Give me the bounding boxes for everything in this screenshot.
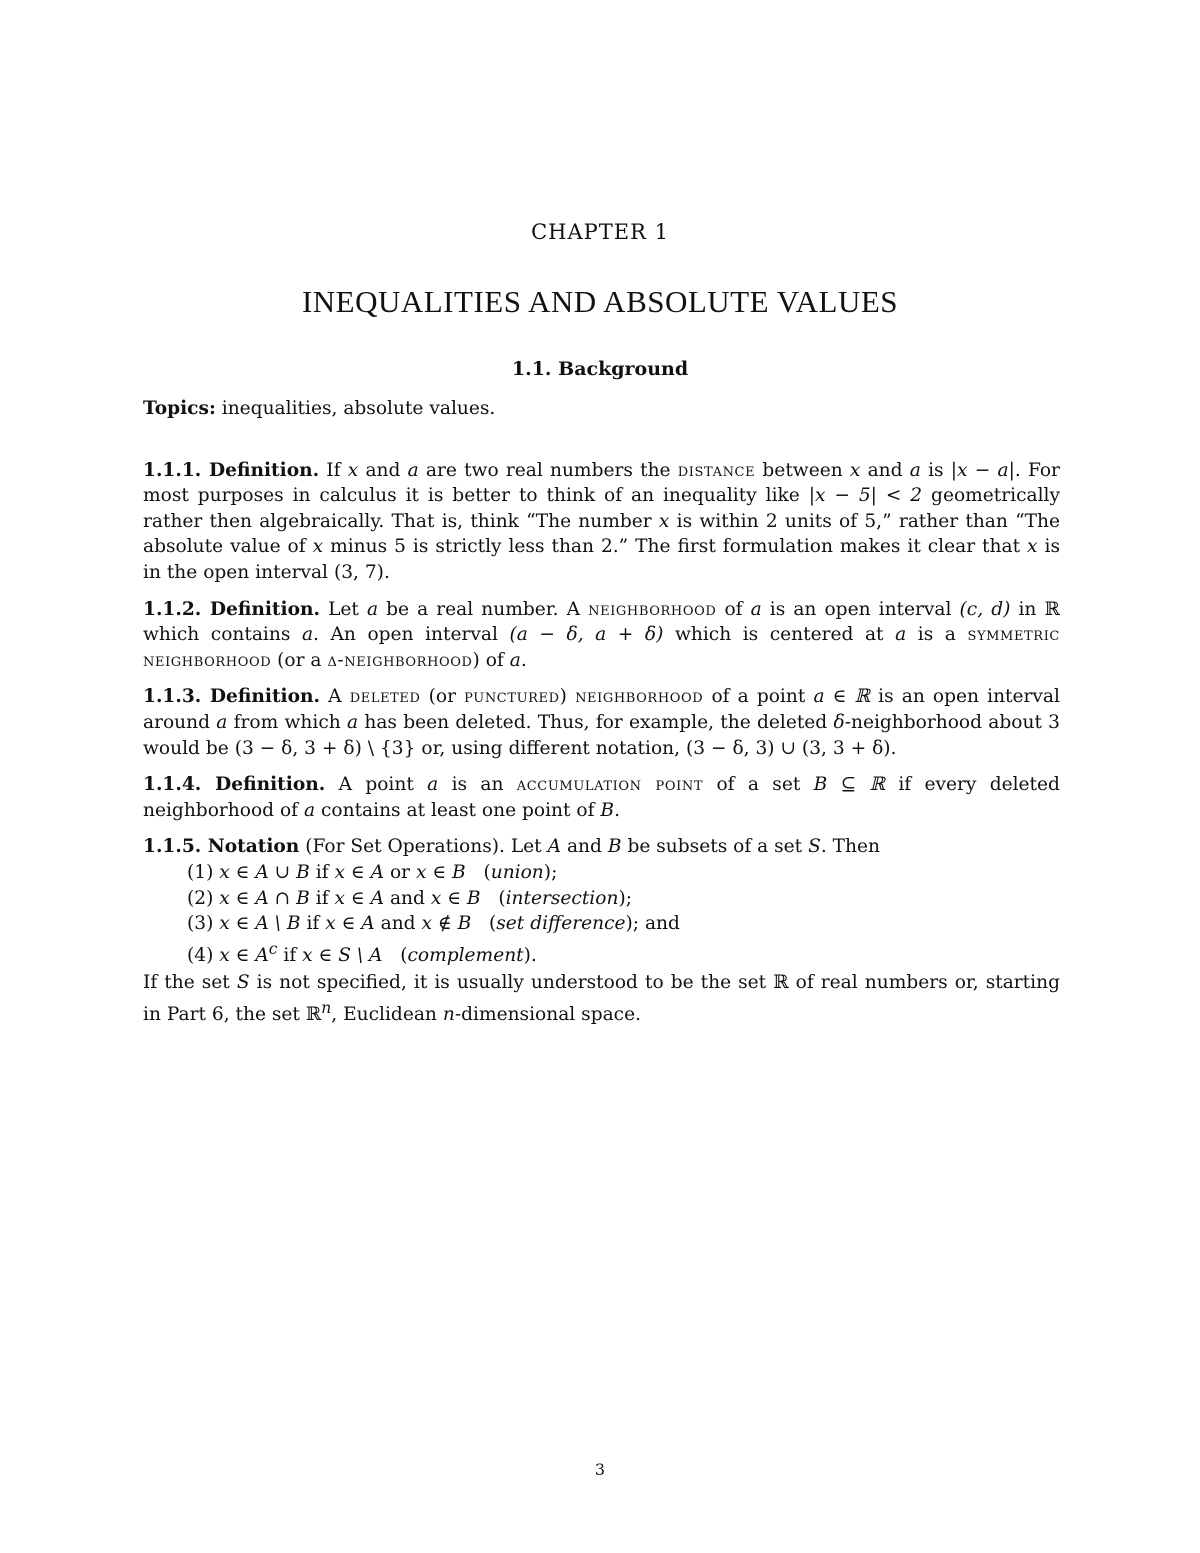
text: are two real numbers the <box>425 459 671 481</box>
math: B <box>607 836 622 858</box>
math: a <box>347 711 359 733</box>
math: a <box>303 799 316 821</box>
defined-term: symmetric neighborhood <box>143 624 1060 671</box>
text: and <box>389 887 425 909</box>
math: x ∈ A ∪ B <box>219 861 310 883</box>
math: a <box>509 649 521 671</box>
defined-term: δ-neighborhood <box>327 649 473 671</box>
text: of a set <box>716 774 801 796</box>
text: . <box>614 799 621 821</box>
text: and <box>566 836 602 858</box>
text: , Euclidean <box>331 1004 437 1026</box>
text: is not specified, it is usually understood to be the set ℝ of real numbers or, starting in Part 6, the set ℝ <box>143 972 1060 1026</box>
math: (3 − δ, 3) ∪ (3, 3 + δ) <box>685 737 891 759</box>
text: of a point <box>711 686 806 708</box>
math: S <box>808 836 821 858</box>
text: is an <box>451 774 504 796</box>
math: x <box>1027 536 1038 558</box>
text: of <box>724 598 743 620</box>
math: a ∈ ℝ <box>813 686 871 708</box>
math: a <box>301 624 314 646</box>
text: . For most purposes in calculus it is better to think of an inequality like <box>143 459 1060 507</box>
operation-name: intersection <box>505 887 619 909</box>
text: . <box>383 561 390 583</box>
text: . <box>520 649 527 671</box>
operation-name: complement <box>407 944 524 966</box>
math: x ∈ A \ B <box>219 913 301 935</box>
math: B <box>600 799 615 821</box>
math: (3, 7) <box>333 561 384 583</box>
math: (c, d) <box>959 598 1011 620</box>
text: ; and <box>632 913 680 935</box>
text: ; <box>625 887 632 909</box>
text: if <box>315 861 329 883</box>
list-item: (1) x ∈ A ∪ B if x ∈ A or x ∈ B (union); <box>187 861 558 883</box>
text: which is centered at <box>674 624 884 646</box>
notation-1-1-5 <box>143 834 1060 860</box>
math: a <box>427 774 439 796</box>
text: (or a <box>277 649 322 671</box>
text: . <box>530 944 537 966</box>
text: A point <box>338 774 414 796</box>
definition-1-1-3 <box>143 684 1060 761</box>
page-number: 3 <box>594 1460 606 1479</box>
topics-label: Topics: <box>143 398 216 419</box>
defined-term: distance <box>677 459 756 481</box>
text: and <box>380 913 416 935</box>
text: ) of <box>472 649 504 671</box>
defined-term: neighborhood <box>588 598 717 620</box>
text: geometrically rather then algebraically. That is, think “The number <box>143 485 1060 532</box>
text: is <box>928 459 944 481</box>
topics-text: inequalities, absolute values. <box>221 398 496 419</box>
text: contains at least one point of <box>320 799 595 821</box>
item-number: (4) <box>187 944 214 966</box>
math: x ∈ B <box>430 887 481 909</box>
text: if <box>283 944 297 966</box>
text: ) <box>559 686 567 708</box>
definition-1-1-4 <box>143 772 1060 823</box>
chapter-label: CHAPTER 1 <box>531 220 669 244</box>
defined-term: neighborhood <box>575 686 704 708</box>
closing-paragraph <box>143 970 1060 1027</box>
math: S <box>236 972 250 994</box>
math: x ∈ S \ A <box>302 944 383 966</box>
superscript: c <box>268 939 278 958</box>
definition-label: 1.1.1. Definition. <box>143 459 320 481</box>
text: If the set <box>143 972 230 994</box>
math: x <box>347 459 359 481</box>
text: Let <box>328 598 359 620</box>
topics-line <box>143 396 1060 422</box>
superscript: n <box>321 999 332 1018</box>
body-text <box>143 396 1060 1028</box>
math: x <box>312 536 324 558</box>
text: between <box>762 459 843 481</box>
math: (3 − δ, 3 + δ) \ {3} <box>234 737 416 759</box>
text: or <box>389 861 411 883</box>
text: has been deleted. Thus, for example, the deleted <box>364 711 828 733</box>
list-item: (2) x ∈ A ∩ B if x ∈ A and x ∈ B (intersection); <box>187 887 632 909</box>
operation-name: set difference <box>496 913 626 935</box>
math: x ∈ A <box>325 913 375 935</box>
text: . An open interval <box>313 624 498 646</box>
text: if every deleted neighborhood of <box>143 774 1060 821</box>
defined-term: deleted <box>349 686 421 708</box>
text: (or <box>428 686 457 708</box>
text: . <box>890 737 897 759</box>
text: -neighborhood about 3 would be <box>143 711 1060 759</box>
math: δ <box>833 711 845 733</box>
text: ; <box>551 861 558 883</box>
defined-term: accumulation point <box>516 774 704 796</box>
math: x ∈ A <box>334 887 385 909</box>
text: be subsets of a set <box>627 836 803 858</box>
notation-label: 1.1.5. Notation <box>143 836 300 858</box>
set-operations-list <box>187 860 1060 969</box>
text: If <box>326 459 341 481</box>
text: or, using different notation, <box>421 737 681 759</box>
text: A <box>328 686 342 708</box>
math: x ∈ B <box>415 861 466 883</box>
item-number: (2) <box>187 887 214 909</box>
math: a <box>909 459 921 481</box>
defined-term: punctured <box>464 686 560 708</box>
math: a <box>366 598 379 620</box>
definition-1-1-1 <box>143 458 1060 586</box>
definition-1-1-2 <box>143 597 1060 674</box>
operation-name: union <box>490 861 544 883</box>
math: x ∈ A <box>219 944 269 966</box>
text: be a real number. A <box>386 598 581 620</box>
chapter-title: INEQUALITIES AND ABSOLUTE VALUES <box>301 284 899 319</box>
text: is a <box>917 624 956 646</box>
definition-label: 1.1.2. Definition. <box>143 598 320 620</box>
math: x <box>849 459 861 481</box>
section-heading: 1.1. Background <box>511 358 689 380</box>
text: -dimensional space. <box>454 1004 642 1026</box>
math: B ⊆ ℝ <box>813 774 885 796</box>
math: x ∈ A <box>334 861 385 883</box>
math: n <box>442 1004 455 1026</box>
math: (a − δ, a + δ) <box>509 624 664 646</box>
list-item: (4) x ∈ $A^c$ if x ∈ S \ A (complement). <box>187 939 537 966</box>
math: a <box>750 598 762 620</box>
item-number: (1) <box>187 861 214 883</box>
text: . Then <box>820 836 881 858</box>
math: a <box>216 711 228 733</box>
definition-label: 1.1.4. Definition. <box>143 774 326 796</box>
math: a <box>895 624 907 646</box>
math: A <box>547 836 562 858</box>
math: |x − 5| < 2 <box>808 485 923 507</box>
text: is an open interval around <box>143 686 1060 733</box>
text: and <box>867 459 903 481</box>
text: is within 2 units of 5,” rather than “The absolute value of <box>143 510 1060 558</box>
list-item: (3) x ∈ A \ B if x ∈ A and x ∉ B (set difference); and <box>187 913 680 935</box>
text: (For Set Operations). Let <box>305 836 542 858</box>
definition-label: 1.1.3. Definition. <box>143 686 321 708</box>
text: minus 5 is strictly less than 2.” The first formulation makes it clear that <box>330 536 1021 558</box>
text: if <box>306 913 320 935</box>
text: is an open interval <box>769 598 952 620</box>
text: from which <box>233 711 341 733</box>
text: is in the open interval <box>143 536 1060 583</box>
math: x ∉ B <box>421 913 472 935</box>
math: a <box>407 459 419 481</box>
math: x ∈ A ∩ B <box>219 887 310 909</box>
math: |x − a| <box>950 459 1015 481</box>
text: and <box>365 459 401 481</box>
text: if <box>315 887 329 909</box>
item-number: (3) <box>187 913 214 935</box>
math: x <box>658 510 670 532</box>
text: in ℝ which contains <box>143 598 1060 646</box>
